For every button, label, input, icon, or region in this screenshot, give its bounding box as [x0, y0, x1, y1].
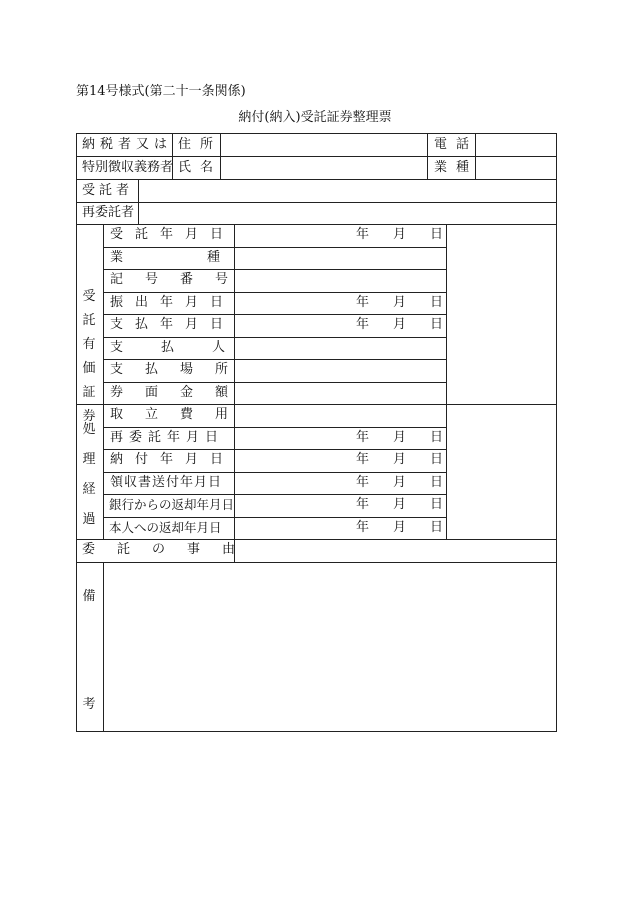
payment-date-month: 月 — [393, 317, 407, 332]
payment-date-label: 支払年月日 — [110, 317, 236, 332]
paid-month: 月 — [393, 452, 407, 467]
payer-label: 支払人 — [110, 340, 264, 355]
taxpayer-label: 納税者又は — [82, 137, 173, 152]
special-collector-label: 特別徴収義務者 — [82, 160, 174, 175]
remarks-label-top: 備 — [82, 589, 96, 604]
remarks-label-bottom: 考 — [82, 697, 96, 712]
person-return-month: 月 — [393, 520, 407, 535]
bank-return-day: 日 — [430, 497, 444, 512]
issue-date-label: 振出年月日 — [110, 295, 236, 310]
paid-year: 年 — [356, 452, 370, 467]
received-date-label: 受託年月日 — [110, 227, 236, 242]
received-date-day: 日 — [430, 227, 444, 242]
bank-return-month: 月 — [393, 497, 407, 512]
trustee-label: 受託者 — [82, 183, 134, 198]
securities-group-label: 受 託 有 価 証 券 — [82, 289, 96, 424]
person-return-date-label: 本人への返却年月日 — [109, 520, 222, 535]
resubcontract-date-label: 再委託年月日 — [110, 430, 225, 445]
processing-group-label: 処 理 経 過 — [82, 422, 96, 527]
bank-return-year: 年 — [356, 497, 370, 512]
receipt-sent-day: 日 — [430, 475, 444, 490]
receipt-sent-month: 月 — [393, 475, 407, 490]
form-number: 第14号様式(第二十一条関係) — [76, 84, 246, 99]
collection-fee-label: 取立費用 — [110, 407, 251, 422]
paid-day: 日 — [430, 452, 444, 467]
bank-return-date-label: 銀行からの返却年月日 — [109, 497, 235, 512]
symbol-number-label: 記号番号 — [110, 272, 251, 287]
issue-date-month: 月 — [393, 295, 407, 310]
sub-trustee-label: 再委託者 — [82, 205, 135, 220]
business-label: 業種 — [110, 250, 305, 265]
business-type-label: 業種 — [434, 160, 479, 175]
paid-date-label: 納付年月日 — [110, 452, 236, 467]
payment-place-label: 支払場所 — [110, 362, 251, 377]
issue-date-year: 年 — [356, 295, 370, 310]
received-date-year: 年 — [356, 227, 370, 242]
person-return-year: 年 — [356, 520, 370, 535]
payment-date-year: 年 — [356, 317, 370, 332]
person-return-day: 日 — [430, 520, 444, 535]
face-amount-label: 券面金額 — [110, 385, 251, 400]
phone-label: 電話 — [434, 137, 479, 152]
resubcontract-month: 月 — [393, 430, 407, 445]
issue-date-day: 日 — [430, 295, 444, 310]
resubcontract-day: 日 — [430, 430, 444, 445]
address-label: 住所 — [178, 137, 223, 152]
receipt-sent-date-label: 領収書送付年月日 — [110, 475, 223, 490]
ledger-form — [76, 133, 557, 732]
resubcontract-year: 年 — [356, 430, 370, 445]
name-label: 氏名 — [178, 160, 223, 175]
form-title: 納付(納入)受託証券整理票 — [238, 110, 392, 125]
payment-date-day: 日 — [430, 317, 444, 332]
received-date-month: 月 — [393, 227, 407, 242]
reason-label: 委託の事由 — [82, 542, 258, 557]
receipt-sent-year: 年 — [356, 475, 370, 490]
